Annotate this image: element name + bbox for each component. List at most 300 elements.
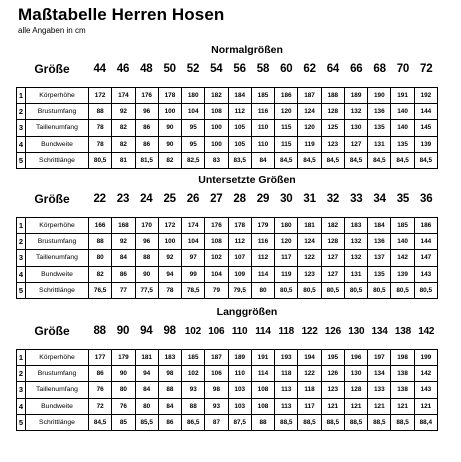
measurement-cell: 76,5: [89, 282, 112, 298]
measurement-cell: 84: [158, 398, 181, 414]
measurement-cell: 178: [228, 218, 251, 234]
row-label: Brustumfang: [26, 366, 89, 382]
row-label: Körperhöhe: [26, 88, 89, 104]
measurement-cell: 132: [344, 250, 367, 266]
measurement-cell: 90: [112, 366, 135, 382]
measurement-cell: 136: [368, 104, 391, 120]
measurement-cell: 139: [414, 136, 437, 152]
measurement-cell: 96: [135, 234, 158, 250]
size-value: 70: [396, 63, 410, 75]
measurement-cell: 135: [368, 120, 391, 136]
row-number: 1: [17, 350, 26, 366]
measurement-cell: 81,5: [135, 152, 158, 168]
measurement-cell: 84,5: [344, 152, 367, 168]
row-label: Schrittlänge: [26, 414, 89, 430]
measurement-table: [16, 87, 438, 169]
size-header-row: [16, 322, 438, 340]
size-value: 44: [93, 63, 106, 75]
row-number: 5: [17, 282, 26, 298]
size-heading: Größe: [34, 192, 70, 206]
measurement-cell: 82: [112, 136, 135, 152]
measurement-cell: 84,5: [368, 152, 391, 168]
measurement-cell: 93: [205, 398, 228, 414]
size-value: 88: [93, 325, 106, 337]
measurement-cell: 80: [89, 250, 112, 266]
row-label: Brustumfang: [26, 234, 89, 250]
measurement-cell: 108: [251, 398, 274, 414]
measurement-cell: 92: [112, 104, 135, 120]
measurement-cell: 88: [135, 250, 158, 266]
measurement-cell: 108: [205, 104, 228, 120]
measurement-cell: 96: [135, 104, 158, 120]
measurement-cell: 124: [298, 234, 321, 250]
size-value: 52: [186, 63, 200, 75]
measurement-cell: 170: [135, 218, 158, 234]
table-row: [17, 88, 438, 104]
measurement-cell: 109: [228, 266, 251, 282]
size-value: 130: [348, 325, 365, 337]
measurement-cell: 125: [321, 120, 344, 136]
table-row: [17, 382, 438, 398]
measurement-cell: 83,5: [228, 152, 251, 168]
measurement-cell: 88,4: [414, 414, 437, 430]
size-value: 56: [233, 63, 246, 75]
measurement-cell: 78: [89, 136, 112, 152]
section-title: Langgrößen: [216, 306, 278, 318]
size-value: 68: [373, 63, 386, 75]
size-value: 35: [396, 193, 410, 205]
measurement-cell: 105: [228, 120, 251, 136]
measurement-cell: 88: [182, 398, 205, 414]
measurement-cell: 185: [182, 350, 205, 366]
measurement-cell: 128: [321, 104, 344, 120]
measurement-cell: 72: [89, 398, 112, 414]
size-heading: Größe: [34, 62, 70, 76]
size-header-row: [16, 60, 438, 78]
measurement-cell: 93: [182, 382, 205, 398]
measurement-cell: 124: [298, 104, 321, 120]
measurement-cell: 83: [205, 152, 228, 168]
measurement-cell: 84: [112, 250, 135, 266]
measurement-cell: 113: [275, 398, 298, 414]
measurement-cell: 84,5: [275, 152, 298, 168]
measurement-cell: 196: [344, 350, 367, 366]
measurement-cell: 86: [135, 120, 158, 136]
measurement-cell: 88,5: [368, 414, 391, 430]
measurement-cell: 86: [89, 366, 112, 382]
measurement-cell: 106: [205, 366, 228, 382]
measurement-cell: 191: [251, 350, 274, 366]
measurement-cell: 84: [135, 382, 158, 398]
size-value: 22: [93, 193, 106, 205]
measurement-cell: 186: [275, 88, 298, 104]
measurement-cell: 88,5: [275, 414, 298, 430]
measurement-cell: 128: [344, 382, 367, 398]
measurement-cell: 95: [182, 136, 205, 152]
measurement-cell: 80,5: [391, 282, 414, 298]
measurement-cell: 119: [298, 136, 321, 152]
size-value: 102: [184, 325, 202, 337]
measurement-cell: 80,5: [414, 282, 437, 298]
measurement-cell: 87,5: [228, 414, 251, 430]
section-title: Untersetzte Größen: [198, 174, 296, 186]
measurement-cell: 80,5: [298, 282, 321, 298]
measurement-cell: 182: [205, 88, 228, 104]
measurement-cell: 116: [251, 234, 274, 250]
measurement-cell: 88: [89, 104, 112, 120]
size-value: 114: [255, 325, 271, 337]
section-title: Normalgrößen: [211, 44, 283, 56]
measurement-cell: 80,5: [321, 282, 344, 298]
measurement-cell: 114: [251, 366, 274, 382]
size-value: 60: [280, 63, 293, 75]
measurement-cell: 102: [205, 250, 228, 266]
measurement-cell: 122: [298, 250, 321, 266]
measurement-cell: 184: [368, 218, 391, 234]
measurement-cell: 112: [251, 250, 274, 266]
measurement-cell: 88,5: [298, 414, 321, 430]
table-row: [17, 152, 438, 168]
table-row: [17, 266, 438, 282]
measurement-cell: 90: [158, 136, 181, 152]
measurement-cell: 87: [205, 414, 228, 430]
measurement-cell: 88: [251, 414, 274, 430]
measurement-cell: 174: [182, 218, 205, 234]
measurement-cell: 82,5: [182, 152, 205, 168]
row-label: Bundweite: [26, 136, 89, 152]
size-value: 142: [418, 325, 435, 337]
measurement-cell: 86: [135, 136, 158, 152]
measurement-cell: 139: [391, 266, 414, 282]
measurement-cell: 120: [275, 104, 298, 120]
size-value: 32: [326, 193, 340, 205]
measurement-cell: 199: [414, 350, 437, 366]
measurement-cell: 181: [298, 218, 321, 234]
table-row: [17, 282, 438, 298]
size-section-2: [16, 174, 438, 299]
measurement-cell: 117: [298, 398, 321, 414]
measurement-cell: 118: [275, 366, 298, 382]
row-label: Brustumfang: [26, 104, 89, 120]
measurement-cell: 144: [414, 234, 437, 250]
row-number: 5: [17, 414, 26, 430]
measurement-cell: 90: [135, 266, 158, 282]
size-value: 34: [373, 193, 386, 205]
measurement-cell: 134: [368, 366, 391, 382]
measurement-table: [16, 217, 438, 299]
size-value: 62: [303, 63, 316, 75]
measurement-cell: 79,5: [228, 282, 251, 298]
measurement-cell: 127: [321, 266, 344, 282]
page-title: Maßtabelle Herren Hosen: [18, 5, 225, 24]
measurement-cell: 121: [414, 398, 437, 414]
measurement-table: [16, 349, 438, 431]
measurement-cell: 98: [158, 366, 181, 382]
measurement-cell: 172: [158, 218, 181, 234]
measurement-cell: 189: [344, 88, 367, 104]
measurement-cell: 174: [112, 88, 135, 104]
measurement-cell: 172: [89, 88, 112, 104]
measurement-cell: 121: [368, 398, 391, 414]
row-number: 3: [17, 120, 26, 136]
page-subtitle: alle Angaben in cm: [18, 26, 86, 35]
measurement-cell: 84,5: [414, 152, 437, 168]
measurement-cell: 120: [298, 120, 321, 136]
row-label: Bundweite: [26, 398, 89, 414]
measurement-cell: 185: [251, 88, 274, 104]
measurement-cell: 80,5: [368, 282, 391, 298]
size-section-3: [16, 306, 438, 431]
measurement-cell: 127: [321, 250, 344, 266]
row-label: Körperhöhe: [26, 350, 89, 366]
size-value: 48: [140, 63, 153, 75]
measurement-cell: 88,5: [344, 414, 367, 430]
measurement-cell: 138: [391, 382, 414, 398]
measurement-cell: 88,5: [321, 414, 344, 430]
measurement-cell: 86: [158, 414, 181, 430]
measurement-cell: 140: [391, 234, 414, 250]
row-label: Körperhöhe: [26, 218, 89, 234]
measurement-cell: 76: [112, 398, 135, 414]
row-label: Taillenumfang: [26, 120, 89, 136]
measurement-cell: 82: [112, 120, 135, 136]
size-value: 90: [116, 325, 130, 337]
measurement-cell: 98: [205, 382, 228, 398]
measurement-cell: 78,5: [182, 282, 205, 298]
size-value: 30: [280, 193, 293, 205]
measurement-cell: 121: [391, 398, 414, 414]
size-value: 106: [208, 325, 225, 337]
size-value: 27: [210, 193, 223, 205]
size-value: 54: [210, 63, 223, 75]
measurement-cell: 104: [182, 234, 205, 250]
measurement-cell: 80: [112, 382, 135, 398]
measurement-cell: 193: [275, 350, 298, 366]
measurement-cell: 110: [251, 136, 274, 152]
size-heading: Größe: [34, 324, 70, 338]
measurement-cell: 130: [344, 120, 367, 136]
measurement-cell: 84,5: [89, 414, 112, 430]
measurement-cell: 79: [205, 282, 228, 298]
size-value: 24: [140, 193, 153, 205]
measurement-cell: 184: [228, 88, 251, 104]
measurement-cell: 90: [158, 120, 181, 136]
measurement-cell: 88,5: [391, 414, 414, 430]
size-value: 50: [163, 63, 176, 75]
size-value: 110: [231, 325, 248, 337]
measurement-cell: 84,5: [391, 152, 414, 168]
measurement-cell: 112: [228, 234, 251, 250]
measurement-cell: 127: [344, 136, 367, 152]
measurement-cell: 80: [251, 282, 274, 298]
measurement-cell: 108: [251, 382, 274, 398]
size-value: 29: [256, 193, 270, 205]
measurement-cell: 103: [228, 382, 251, 398]
size-value: 134: [371, 325, 388, 337]
measurement-cell: 86,5: [182, 414, 205, 430]
size-value: 46: [116, 63, 130, 75]
measurement-cell: 80,5: [89, 152, 112, 168]
measurement-cell: 179: [251, 218, 274, 234]
measurement-cell: 92: [158, 250, 181, 266]
measurement-cell: 82: [158, 152, 181, 168]
measurement-cell: 190: [368, 88, 391, 104]
measurement-cell: 88: [158, 382, 181, 398]
measurement-cell: 77: [112, 282, 135, 298]
measurement-cell: 142: [414, 366, 437, 382]
measurement-cell: 145: [414, 120, 437, 136]
measurement-cell: 100: [205, 136, 228, 152]
measurement-cell: 135: [368, 266, 391, 282]
measurement-cell: 97: [182, 250, 205, 266]
table-row: [17, 218, 438, 234]
measurement-cell: 122: [298, 366, 321, 382]
measurement-cell: 197: [368, 350, 391, 366]
measurement-cell: 132: [344, 104, 367, 120]
measurement-cell: 187: [298, 88, 321, 104]
row-number: 2: [17, 104, 26, 120]
measurement-cell: 105: [228, 136, 251, 152]
measurement-cell: 76: [89, 382, 112, 398]
row-label: Taillenumfang: [26, 382, 89, 398]
table-row: [17, 136, 438, 152]
measurement-cell: 176: [205, 218, 228, 234]
measurement-cell: 189: [228, 350, 251, 366]
measurement-cell: 85: [112, 414, 135, 430]
measurement-cell: 140: [391, 104, 414, 120]
table-row: [17, 398, 438, 414]
measurement-cell: 143: [414, 266, 437, 282]
table-row: [17, 104, 438, 120]
row-label: Schrittlänge: [26, 282, 89, 298]
measurement-cell: 113: [275, 382, 298, 398]
measurement-cell: 191: [391, 88, 414, 104]
measurement-cell: 94: [135, 366, 158, 382]
measurement-cell: 100: [158, 234, 181, 250]
size-value: 138: [394, 325, 411, 337]
measurement-cell: 179: [112, 350, 135, 366]
row-number: 2: [17, 234, 26, 250]
measurement-cell: 78: [158, 282, 181, 298]
measurement-cell: 104: [182, 104, 205, 120]
measurement-cell: 88: [89, 234, 112, 250]
measurement-cell: 147: [414, 250, 437, 266]
row-number: 1: [17, 88, 26, 104]
size-value: 64: [326, 63, 340, 75]
measurement-cell: 188: [321, 88, 344, 104]
measurement-cell: 94: [158, 266, 181, 282]
measurement-cell: 123: [321, 136, 344, 152]
measurement-cell: 168: [112, 218, 135, 234]
size-value: 118: [278, 325, 295, 337]
row-number: 4: [17, 136, 26, 152]
measurement-cell: 126: [321, 366, 344, 382]
measurement-cell: 100: [158, 104, 181, 120]
size-value: 66: [350, 63, 363, 75]
measurement-cell: 186: [414, 218, 437, 234]
measurement-cell: 118: [298, 382, 321, 398]
measurement-cell: 180: [182, 88, 205, 104]
measurement-cell: 192: [414, 88, 437, 104]
row-label: Bundweite: [26, 266, 89, 282]
measurement-cell: 103: [228, 398, 251, 414]
measurement-cell: 115: [275, 120, 298, 136]
measurement-cell: 181: [135, 350, 158, 366]
measurement-cell: 143: [414, 382, 437, 398]
size-value: 94: [140, 325, 153, 337]
measurement-cell: 95: [182, 120, 205, 136]
measurement-cell: 108: [205, 234, 228, 250]
measurement-cell: 144: [414, 104, 437, 120]
measurement-cell: 194: [298, 350, 321, 366]
size-value: 28: [233, 193, 246, 205]
measurement-cell: 187: [205, 350, 228, 366]
size-value: 126: [324, 325, 341, 337]
measurement-cell: 100: [205, 120, 228, 136]
row-number: 2: [17, 366, 26, 382]
measurement-cell: 177: [89, 350, 112, 366]
measurement-cell: 80,5: [275, 282, 298, 298]
row-number: 4: [17, 266, 26, 282]
measurement-cell: 115: [275, 136, 298, 152]
measurement-cell: 77,5: [135, 282, 158, 298]
measurement-cell: 185: [391, 218, 414, 234]
measurement-cell: 130: [344, 366, 367, 382]
measurement-cell: 81: [112, 152, 135, 168]
measurement-cell: 78: [89, 120, 112, 136]
measurement-cell: 123: [298, 266, 321, 282]
measurement-cell: 119: [275, 266, 298, 282]
measurement-cell: 140: [391, 120, 414, 136]
size-value: 58: [256, 63, 270, 75]
measurement-cell: 84: [251, 152, 274, 168]
table-row: [17, 250, 438, 266]
measurement-cell: 133: [368, 382, 391, 398]
row-number: 1: [17, 218, 26, 234]
measurement-cell: 123: [321, 382, 344, 398]
size-value: 122: [301, 325, 318, 337]
size-value: 23: [116, 193, 130, 205]
measurement-cell: 110: [251, 120, 274, 136]
row-label: Schrittlänge: [26, 152, 89, 168]
measurement-cell: 80,5: [344, 282, 367, 298]
measurement-cell: 128: [321, 234, 344, 250]
row-number: 3: [17, 250, 26, 266]
measurement-cell: 180: [275, 218, 298, 234]
measurement-cell: 85,5: [135, 414, 158, 430]
measurement-cell: 131: [368, 136, 391, 152]
measurement-cell: 80: [135, 398, 158, 414]
size-value: 31: [303, 193, 316, 205]
measurement-cell: 195: [321, 350, 344, 366]
table-row: [17, 414, 438, 430]
measurement-cell: 131: [344, 266, 367, 282]
measurement-cell: 116: [251, 104, 274, 120]
table-row: [17, 120, 438, 136]
table-row: [17, 234, 438, 250]
measurement-cell: 110: [228, 366, 251, 382]
row-label: Taillenumfang: [26, 250, 89, 266]
measurement-cell: 121: [321, 398, 344, 414]
measurement-cell: 135: [391, 136, 414, 152]
size-value: 72: [420, 63, 433, 75]
measurement-cell: 112: [228, 104, 251, 120]
size-header-row: [16, 190, 438, 208]
measurement-cell: 178: [158, 88, 181, 104]
measurement-cell: 132: [344, 234, 367, 250]
measurement-cell: 82: [89, 266, 112, 282]
measurement-cell: 142: [391, 250, 414, 266]
